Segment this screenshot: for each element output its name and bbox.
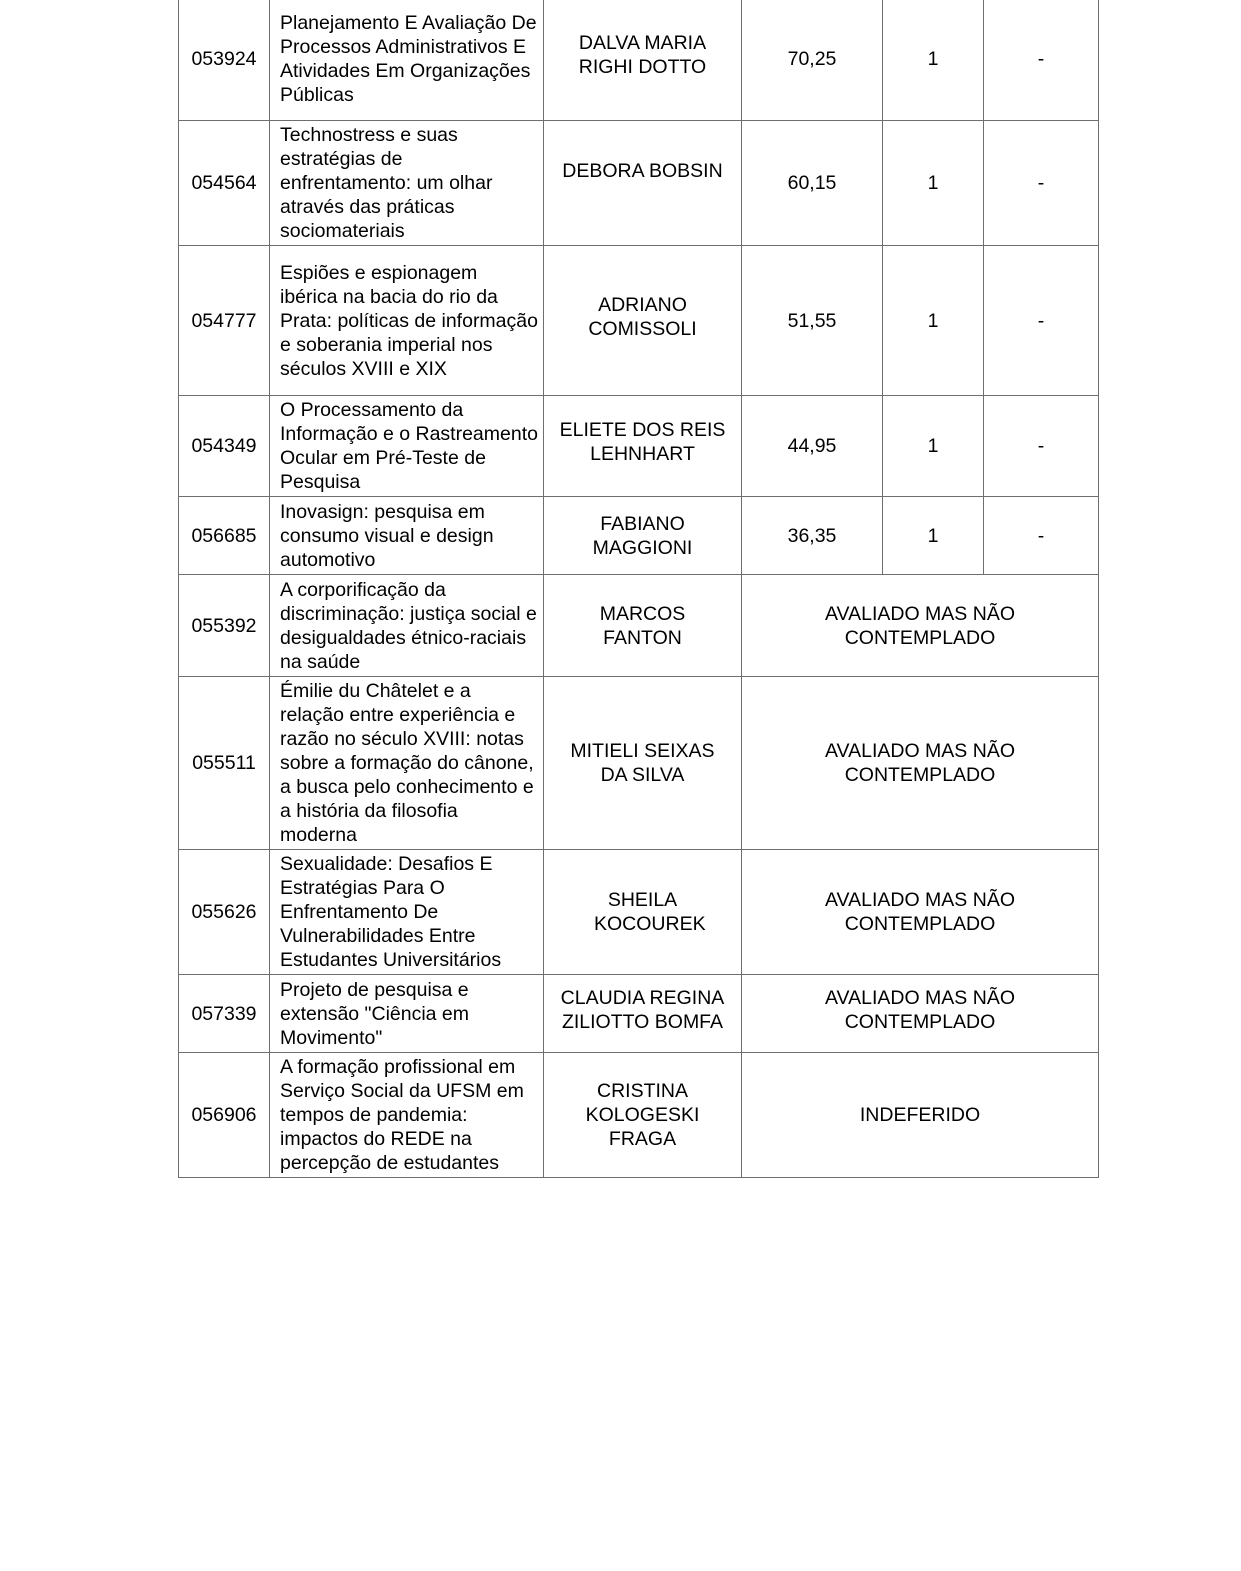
quota-count: 1 [883, 246, 984, 396]
coordinator-name-text: ADRIANO COMISSOLI [588, 293, 697, 340]
extra-value: - [984, 246, 1099, 396]
project-title: O Processamento da Informação e o Rastreamento Ocular em Pré-Teste de Pesquisa [270, 396, 544, 497]
coordinator-name-text: DEBORA BOBSIN [562, 160, 723, 182]
quota-count: 1 [883, 497, 984, 575]
table-row [179, 0, 1099, 121]
project-id: 054564 [179, 121, 270, 246]
coordinator-name-text: DALVA MARIA RIGHI DOTTO [578, 31, 707, 78]
project-id: 054349 [179, 396, 270, 497]
quota-count: 1 [883, 0, 984, 121]
coordinator-name [544, 497, 742, 575]
coordinator-name [544, 1053, 742, 1178]
evaluation-status [742, 975, 1099, 1053]
project-title: Projeto de pesquisa e extensão "Ciência em Movimento" [270, 975, 544, 1053]
table-row [179, 497, 1099, 575]
evaluation-status [742, 677, 1099, 850]
extra-value: - [984, 396, 1099, 497]
coordinator-name-text: CRISTINA KOLOGESKI FRAGA [585, 1080, 700, 1150]
project-title: Émilie du Châtelet e a relação entre experiência e razão no século XVIII: notas sobre a formação do cânone, a busca pelo conhecimento e a história da filosofia moderna [270, 677, 544, 850]
project-id: 057339 [179, 975, 270, 1053]
coordinator-name [544, 575, 742, 677]
score: 60,15 [742, 121, 883, 246]
table-row [179, 677, 1099, 850]
coordinator-name-text: CLAUDIA REGINA ZILIOTTO BOMFA [560, 986, 725, 1033]
table-row [179, 975, 1099, 1053]
project-title: A formação profissional em Serviço Social da UFSM em tempos de pandemia: impactos do REDE na percepção de estudantes [270, 1053, 544, 1178]
table-row [179, 850, 1099, 975]
table-row [179, 575, 1099, 677]
project-id: 053924 [179, 0, 270, 121]
coordinator-name [544, 0, 742, 121]
coordinator-name [544, 677, 742, 850]
extra-value: - [984, 0, 1099, 121]
evaluation-status-text: INDEFERIDO [859, 1104, 981, 1126]
project-title: Inovasign: pesquisa em consumo visual e design automotivo [270, 497, 544, 575]
coordinator-name-text: SHEILA KOCOUREK [594, 889, 706, 935]
quota-count: 1 [883, 121, 984, 246]
evaluation-status-text: AVALIADO MAS NÃO CONTEMPLADO [825, 602, 1015, 649]
table-row [179, 1053, 1099, 1178]
coordinator-name [544, 975, 742, 1053]
evaluation-status [742, 850, 1099, 975]
project-title: Technostress e suas estratégias de enfrentamento: um olhar através das práticas sociomateriais [270, 121, 544, 246]
coordinator-name [544, 121, 742, 246]
evaluation-status [742, 575, 1099, 677]
coordinator-name [544, 246, 742, 396]
project-id: 055392 [179, 575, 270, 677]
project-id: 056906 [179, 1053, 270, 1178]
evaluation-status-text: AVALIADO MAS NÃO CONTEMPLADO [825, 986, 1015, 1033]
evaluation-status-text: AVALIADO MAS NÃO CONTEMPLADO [825, 889, 1015, 935]
project-title: Sexualidade: Desafios E Estratégias Para O Enfrentamento De Vulnerabilidades Entre Estudantes Universitários [270, 850, 544, 975]
coordinator-name-text: FABIANO MAGGIONI [592, 512, 693, 559]
coordinator-name-text: MITIELI SEIXAS DA SILVA [570, 740, 715, 786]
coordinator-name [544, 850, 742, 975]
coordinator-name [544, 396, 742, 497]
score: 70,25 [742, 0, 883, 121]
evaluation-status-text: AVALIADO MAS NÃO CONTEMPLADO [825, 740, 1015, 786]
table-row [179, 121, 1099, 246]
score: 44,95 [742, 396, 883, 497]
score: 51,55 [742, 246, 883, 396]
project-title: Espiões e espionagem ibérica na bacia do rio da Prata: políticas de informação e soberania imperial nos séculos XVIII e XIX [270, 246, 544, 396]
coordinator-name-text: ELIETE DOS REIS LEHNHART [559, 419, 726, 465]
project-id: 055511 [179, 677, 270, 850]
score: 36,35 [742, 497, 883, 575]
quota-count: 1 [883, 396, 984, 497]
extra-value: - [984, 497, 1099, 575]
project-title: Planejamento E Avaliação De Processos Administrativos E Atividades Em Organizações Públicas [270, 0, 544, 121]
project-id: 055626 [179, 850, 270, 975]
project-title: A corporificação da discriminação: justiça social e desigualdades étnico-raciais na saúde [270, 575, 544, 677]
coordinator-name-text: MARCOS FANTON [599, 602, 686, 649]
evaluation-status [742, 1053, 1099, 1178]
project-id: 054777 [179, 246, 270, 396]
table-row [179, 396, 1099, 497]
extra-value: - [984, 121, 1099, 246]
results-table [178, 0, 1099, 1178]
table-row [179, 246, 1099, 396]
project-id: 056685 [179, 497, 270, 575]
